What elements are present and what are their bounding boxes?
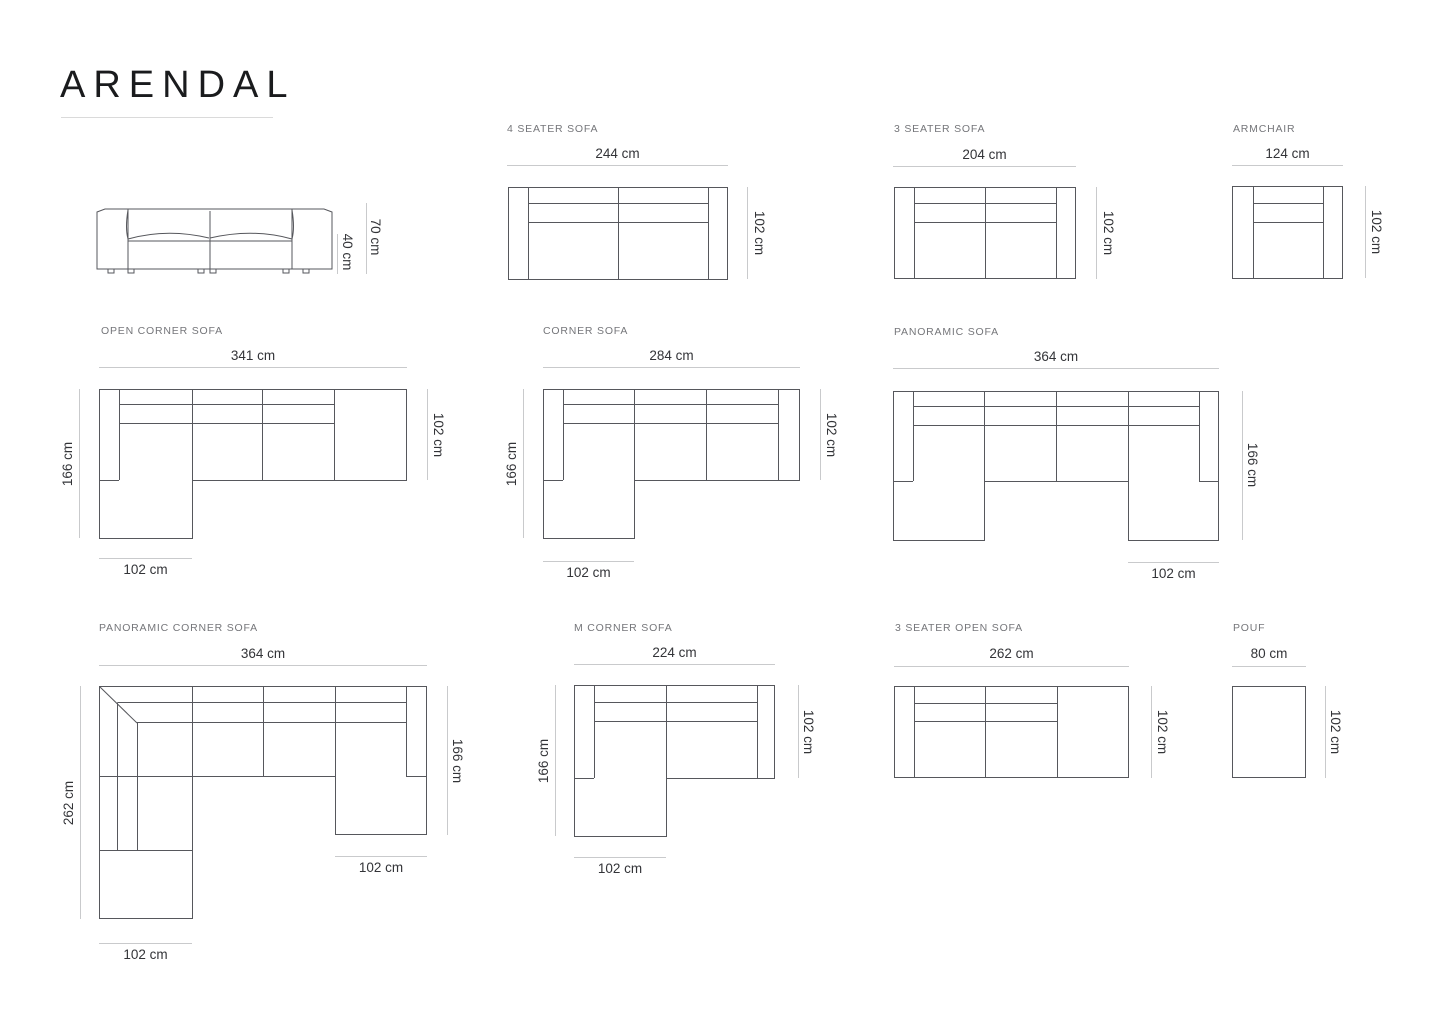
three-seater-label: 3 SEATER SOFA (894, 123, 986, 135)
corner-label: CORNER SOFA (543, 325, 629, 337)
four-seater-label: 4 SEATER SOFA (507, 123, 599, 135)
panoramic-corner-leftdepth-dim: 262 cm (61, 780, 76, 826)
panoramic-corner-rightchaise-dimline (335, 856, 427, 857)
pouf-label: POUF (1233, 622, 1266, 634)
pouf-depth-dim: 102 cm (1328, 709, 1343, 755)
corner-chaise-dimline (543, 561, 634, 562)
three-seater-open-width-dim: 262 cm (989, 646, 1034, 661)
panoramic-width-dimline (893, 368, 1219, 369)
corner-chaise-dim: 102 cm (566, 565, 611, 580)
panoramic-corner-leftchaise-dimline (99, 943, 192, 944)
m-corner-chaise-dimline (574, 857, 666, 858)
pouf-topview-drawing (1232, 686, 1307, 779)
open-corner-totaldepth-dimline (79, 389, 80, 538)
three-seater-width-dimline (893, 166, 1076, 167)
three-seater-open-depth-dimline (1151, 686, 1152, 778)
open-corner-chaise-dim: 102 cm (123, 562, 168, 577)
three-seater-topview-drawing (894, 187, 1077, 280)
panoramic-corner-width-dim: 364 cm (240, 646, 286, 661)
m-corner-chaise-dim: 102 cm (597, 861, 643, 876)
panoramic-corner-rightchaise-dim: 102 cm (358, 860, 404, 875)
pouf-width-dimline (1232, 666, 1306, 667)
armchair-topview-drawing (1232, 186, 1344, 279)
open-corner-depth-dim: 102 cm (431, 412, 446, 458)
open-corner-totaldepth-dim: 166 cm (60, 441, 75, 487)
panoramic-corner-width-dimline (99, 665, 427, 666)
m-corner-width-dim: 224 cm (652, 645, 697, 660)
corner-totaldepth-dim: 166 cm (504, 441, 519, 487)
open-corner-width-dim: 341 cm (230, 348, 276, 363)
panoramic-corner-topview-drawing (99, 686, 428, 920)
four-seater-depth-dimline (747, 187, 748, 279)
three-seater-open-topview-drawing (894, 686, 1130, 779)
armchair-width-dimline (1232, 165, 1343, 166)
three-seater-open-label: 3 SEATER OPEN SOFA (895, 622, 1023, 634)
panoramic-label: PANORAMIC SOFA (894, 326, 999, 338)
corner-depth-dimline (820, 389, 821, 480)
four-seater-depth-dim: 102 cm (752, 210, 767, 256)
m-corner-totaldepth-dim: 166 cm (536, 738, 551, 784)
panoramic-topview-drawing (893, 391, 1220, 541)
three-seater-open-depth-dim: 102 cm (1155, 709, 1170, 755)
four-seater-topview-drawing (508, 187, 729, 281)
panoramic-corner-rightdepth-dim: 166 cm (450, 738, 465, 784)
corner-totaldepth-dimline (523, 389, 524, 538)
m-corner-label: M CORNER SOFA (574, 622, 673, 634)
title-underline (61, 117, 273, 118)
three-seater-depth-dim: 102 cm (1101, 210, 1116, 256)
panoramic-chaise-dim: 102 cm (1151, 566, 1196, 581)
page-title: ARENDAL (60, 64, 296, 106)
armchair-width-dim: 124 cm (1265, 146, 1310, 161)
open-corner-width-dimline (99, 367, 407, 368)
corner-topview-drawing (543, 389, 801, 539)
panoramic-width-dim: 364 cm (1033, 349, 1079, 364)
panoramic-corner-leftchaise-dim: 102 cm (123, 947, 168, 962)
panoramic-totaldepth-dim: 166 cm (1245, 442, 1260, 488)
m-corner-totaldepth-dimline (555, 685, 556, 836)
m-corner-width-dimline (574, 664, 775, 665)
armchair-depth-dim: 102 cm (1369, 209, 1384, 255)
four-seater-width-dim: 244 cm (595, 146, 640, 161)
three-seater-width-dim: 204 cm (962, 147, 1007, 162)
corner-width-dimline (543, 367, 800, 368)
open-corner-depth-dimline (427, 389, 428, 480)
three-seater-depth-dimline (1096, 187, 1097, 279)
sofa-front-elevation-drawing (95, 198, 335, 288)
m-corner-topview-drawing (574, 685, 776, 837)
panoramic-corner-label: PANORAMIC CORNER SOFA (99, 622, 258, 634)
corner-depth-dim: 102 cm (824, 412, 839, 458)
armchair-depth-dimline (1365, 186, 1366, 278)
total-height-dim: 70 cm (368, 218, 383, 256)
corner-width-dim: 284 cm (649, 348, 694, 363)
open-corner-label: OPEN CORNER SOFA (101, 325, 223, 337)
panoramic-chaise-dimline (1128, 562, 1219, 563)
m-corner-depth-dim: 102 cm (801, 709, 816, 755)
armchair-label: ARMCHAIR (1233, 123, 1296, 135)
pouf-width-dim: 80 cm (1250, 646, 1288, 661)
seat-height-dim: 40 cm (340, 233, 355, 271)
four-seater-width-dimline (507, 165, 728, 166)
panoramic-corner-leftdepth-dimline (80, 686, 81, 919)
open-corner-topview-drawing (99, 389, 408, 539)
three-seater-open-width-dimline (894, 666, 1129, 667)
open-corner-chaise-dimline (99, 558, 192, 559)
